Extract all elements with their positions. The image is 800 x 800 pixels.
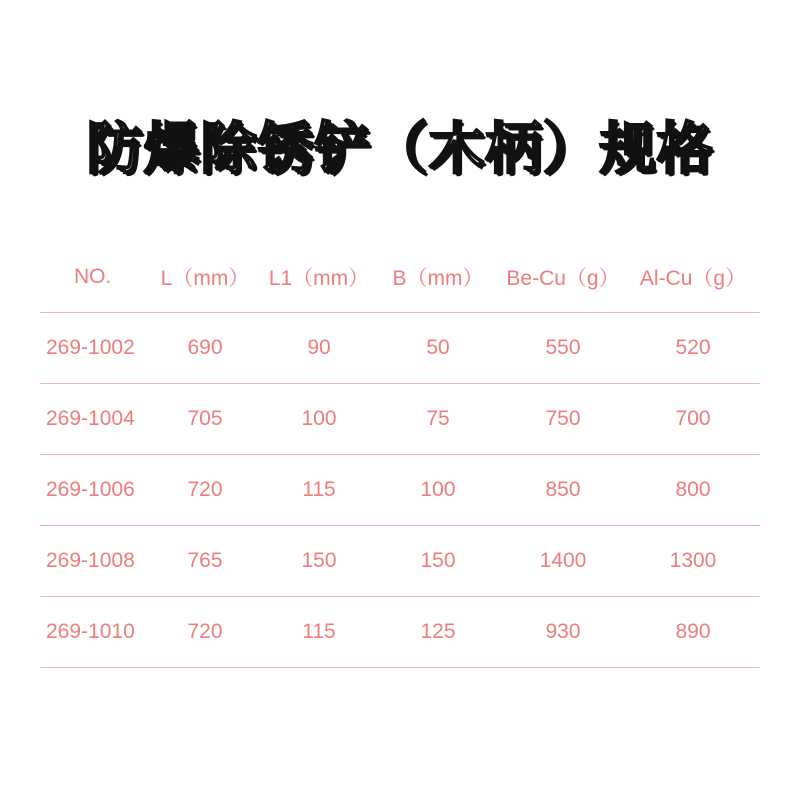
cell-width-b: 75: [376, 384, 500, 455]
header-alcu-weight: Al-Cu（g）: [626, 242, 760, 313]
cell-length-l1: 115: [262, 455, 376, 526]
table-row: [40, 526, 760, 597]
header-length: L（mm）: [148, 242, 262, 313]
cell-no: 269-1002: [40, 313, 148, 384]
table-row: [40, 597, 760, 668]
cell-no: 269-1010: [40, 597, 148, 668]
cell-length: 690: [148, 313, 262, 384]
cell-becu-weight: 550: [500, 313, 626, 384]
cell-length: 720: [148, 597, 262, 668]
table-row: [40, 455, 760, 526]
cell-becu-weight: 850: [500, 455, 626, 526]
page-title: 防爆除锈铲（木柄）规格: [86, 117, 714, 182]
cell-width-b: 150: [376, 526, 500, 597]
cell-width-b: 100: [376, 455, 500, 526]
table-header-row: [40, 242, 760, 313]
cell-length-l1: 150: [262, 526, 376, 597]
cell-no: 269-1004: [40, 384, 148, 455]
cell-becu-weight: 750: [500, 384, 626, 455]
header-no: NO.: [40, 242, 148, 313]
cell-no: 269-1008: [40, 526, 148, 597]
cell-alcu-weight: 1300: [626, 526, 760, 597]
cell-becu-weight: 930: [500, 597, 626, 668]
table-row: [40, 384, 760, 455]
cell-alcu-weight: 700: [626, 384, 760, 455]
header-length-l1: L1（mm）: [262, 242, 376, 313]
cell-alcu-weight: 890: [626, 597, 760, 668]
cell-alcu-weight: 520: [626, 313, 760, 384]
spec-table: [40, 242, 760, 668]
cell-length-l1: 115: [262, 597, 376, 668]
table-row: [40, 313, 760, 384]
cell-becu-weight: 1400: [500, 526, 626, 597]
cell-length-l1: 90: [262, 313, 376, 384]
cell-length: 705: [148, 384, 262, 455]
header-width-b: B（mm）: [376, 242, 500, 313]
cell-length-l1: 100: [262, 384, 376, 455]
cell-length: 720: [148, 455, 262, 526]
cell-no: 269-1006: [40, 455, 148, 526]
cell-length: 765: [148, 526, 262, 597]
cell-alcu-weight: 800: [626, 455, 760, 526]
cell-width-b: 125: [376, 597, 500, 668]
header-becu-weight: Be-Cu（g）: [500, 242, 626, 313]
cell-width-b: 50: [376, 313, 500, 384]
